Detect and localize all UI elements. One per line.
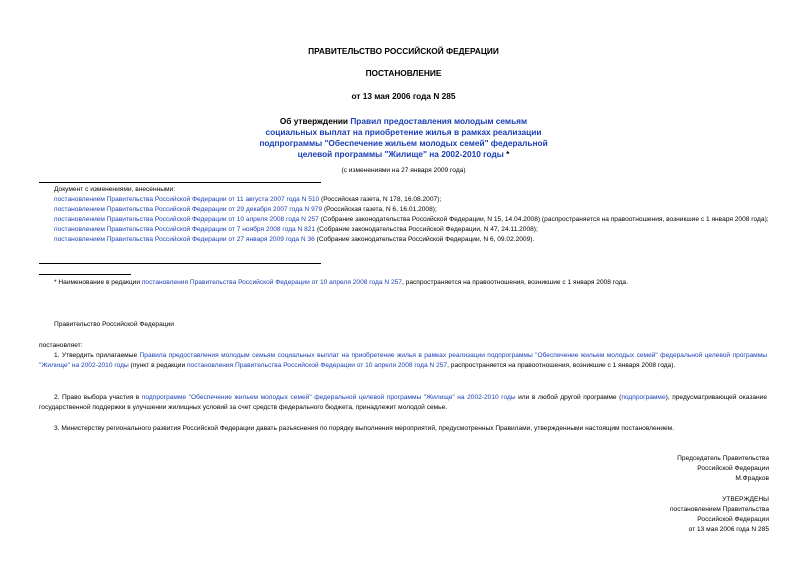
document-title [0, 116, 807, 160]
changes-intro: Документ с изменениями, внесенными: [54, 186, 176, 193]
document-date: от 13 мая 2006 года N 285 [351, 91, 456, 101]
change-link[interactable]: постановлением Правительства Российской Федерации от 29 декабря 2007 года N 979 [54, 206, 323, 213]
footnote [54, 278, 774, 288]
rules-link[interactable]: Правил предоставления молодым семьям [350, 116, 528, 126]
government-line: Правительство Российской Федерации [54, 321, 174, 328]
footnote-suffix: , распространяется на правоотношения, возникшие с 1 января 2008 года. [401, 279, 628, 286]
separator-line [39, 182, 321, 183]
amendment-note: (с изменениями на 27 января 2009 года) [341, 167, 466, 174]
signature-position: Председатель Правительства [677, 455, 769, 462]
p1-prefix: 1. Утвердить прилагаемые [54, 352, 140, 359]
p2-suffix: ), предусматривающей оказание государственной поддержки в улучшении жилищных условий за счет средств федерального бюджета, принадлежит молодой семье. [39, 394, 767, 411]
subprogram-short-link[interactable]: подпрограмме [621, 394, 666, 401]
approved-heading: УТВЕРЖДЕНЫ [722, 496, 769, 503]
title-prefix: Об утверждении [279, 116, 351, 126]
paragraph-1 [39, 351, 767, 371]
approved-date: от 13 мая 2006 года N 285 [688, 526, 769, 533]
subprogram-link[interactable]: подпрограмме "Обеспечение жильем молодых семей" федеральной целевой программы "Жилище" на 2002-2010 годы [141, 394, 516, 401]
change-item [39, 215, 773, 225]
change-source: (Собрание законодательства Российской Федерации, N 6, 09.02.2009). [314, 236, 535, 243]
footnote-star: * [503, 149, 510, 159]
government-heading: ПРАВИТЕЛЬСТВО РОССИЙСКОЙ ФЕДЕРАЦИИ [308, 46, 499, 56]
p1-mid: (пункт в редакции [128, 362, 187, 369]
change-item [39, 205, 773, 215]
p2-mid: или в любой другой программе ( [515, 394, 622, 401]
decides-line: постановляет: [39, 342, 83, 349]
amendment-link[interactable]: постановления Правительства Российской Федерации от 10 апреля 2008 года N 257 [186, 362, 448, 369]
change-item [39, 195, 773, 205]
change-source: (Собрание законодательства Российской Федерации, N 47, 24.11.2008); [315, 226, 538, 233]
footnote-link[interactable]: постановления Правительства Российской Федерации от 10 апреля 2008 года N 257 [141, 279, 402, 286]
approved-block [670, 495, 769, 535]
change-item [39, 225, 773, 235]
change-source: (Российская газета, N 6, 16.01.2008); [322, 206, 437, 213]
change-item [39, 235, 773, 245]
title-line-4 [0, 149, 807, 160]
title-line-2[interactable]: социальных выплат на приобретение жилья в рамках реализации [265, 127, 542, 137]
title-line-1 [0, 116, 807, 127]
title-line-4-link[interactable]: целевой программы "Жилище" на 2002-2010 годы [297, 149, 504, 159]
rules-link[interactable]: Правила предоставления молодым семьям социальных выплат на приобретение жилья в рамках реализации подпрограммы "Обеспечение жильем молодых семей" федеральной целевой программы "Жилище" на 2002-2010 годы [39, 352, 767, 369]
title-line-3[interactable]: подпрограммы "Обеспечение жильем молодых семей" федеральной [259, 138, 548, 148]
change-link[interactable]: постановлением Правительства Российской Федерации от 27 января 2009 года N 36 [54, 236, 315, 243]
approved-org: Российской Федерации [697, 516, 769, 523]
p1-suffix: , распространяется на правоотношения, возникшие с 1 января 2008 года). [447, 362, 676, 369]
p2-prefix: 2. Право выбора участия в [54, 394, 142, 401]
paragraph-3: 3. Министерству регионального развития Российской Федерации давать разъяснения по порядку выполнения мероприятий, предусмотренных Правилами, утвержденными настоящим постановлением. [54, 425, 675, 432]
paragraph-2 [39, 393, 767, 413]
signature-org: Российской Федерации [697, 465, 769, 472]
change-source: (Собрание законодательства Российской Федерации, N 15, 14.04.2008) (распространяется на правоотношения, возникшие с 1 января 2008 года); [318, 216, 769, 223]
approved-by: постановлением Правительства [669, 506, 769, 513]
change-link[interactable]: постановлением Правительства Российской Федерации от 11 августа 2007 года N 510 [54, 196, 320, 203]
change-link[interactable]: постановлением Правительства Российской Федерации от 10 апреля 2008 года N 257 [54, 216, 319, 223]
signature-name: М.Фрадков [735, 475, 769, 482]
changes-list [39, 185, 773, 245]
separator-line [39, 263, 321, 264]
change-link[interactable]: постановлением Правительства Российской Федерации от 7 ноября 2008 года N 821 [54, 226, 316, 233]
footnote-prefix: * Наименование в редакции [54, 279, 142, 286]
change-source: (Российская газета, N 178, 16.08.2007); [319, 196, 442, 203]
signature-block [677, 454, 769, 484]
footnote-rule [39, 274, 131, 275]
document-type: ПОСТАНОВЛЕНИЕ [365, 68, 442, 78]
